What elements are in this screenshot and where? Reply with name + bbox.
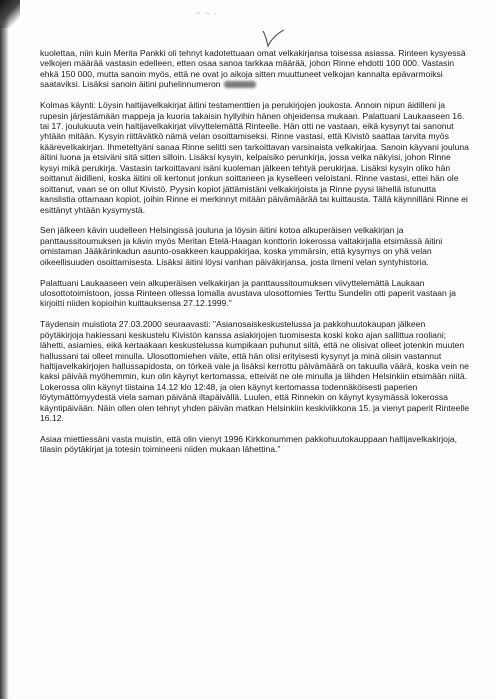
paragraph-5: Täydensin muistiota 27.03.2000 seuraavasti: "Asianosaiskeskustelussa ja pakkohuutokaupan jälkeen pöytäkirjoja hakiessani keskustelu Kivistön kanssa asiakirjojen tuomisesta koski koko ajan sallittua rooliani; lähetti, asiamies, eikä kertaakaan keskustelussa kumpikaan puhunut siitä, että ne olisivat olleet jotenkin muuten hallussani tai olleet minulla. Ulosottomiehen väite, että hän olisi erityisesti kysynyt ja minä olisin vastannut haltijavelkakirjojen hallussapidosta, on törkeä vale ja lisäksi kerrottu päivämäärä on takuulla väärä, koska vein ne kaksi päivää myöhemmin, kun olin käynyt kertomassa, etteivät ne ole minulla ja lähden Helsinkiin etsimään niitä. Lokerossa olin käynyt tiistaina 14.12 klo 12:48, ja olen käynyt kertomassa todennäköisesti paperien löytymättömyydestä viela saman päivänä iltapäivällä. Luulen, että Rinnekin on käynyt kysymässä lokerossa käyntipäivään. Näin ollen olen tehnyt yhden päivän matkan Helsinkiin keskiviikkona 15. ja vienyt paperit Rinteelle 16.12. <box>40 319 469 424</box>
paragraph-1 <box>40 48 470 90</box>
paragraph-3: Sen jälkeen kävin uudelleen Helsingissä jouluna ja löysin äitini kotoa alkuperäisen velkakirjan ja panttaussitoumuksen ja kävin myös Meritan Etelä-Haagan konttorin lokerossa valtakirjalla etsimässä äitini omistaman Jääkärinkadun asunto-osakkeen kauppakirjaa, koska ymmärsin, että kysymys on yhä velan oikeellisuuden osoittamisesta. Lisäksi äitini löysi vanhan päiväkirjansa, josta ilmeni velan syntyhistoria. <box>40 225 443 267</box>
paragraph-4: Palattuani Laukaaseen vein alkuperäisen velkakirjan ja panttaussitoumuksen viivyttelemättä Laukaan ulosottotoimistoon, jossa Rinteen ollessa lomalla avustava ulosottomies Terttu Sundelin otti paperit vastaan ja kirjoitti niiden kopioihin kuittauksensa 27.12.1999." <box>40 277 456 309</box>
redacted-phone-number <box>224 81 256 88</box>
scan-corner-shadow <box>0 0 20 28</box>
paragraph-2: Kolmas käynti: Löysin haltijavelkakirjat äitini testamenttien ja perukirjojen joukosta. Annoin nipun äidilleni ja rupesin järjestämään mappeja ja kuoria takaisin hyllyihin hänen ohjeidensa mukaan. Palattuani Laukaaseen 16. tai 17. joulukuuta vein haltijavelkakirjat viivyttelemättä Rinteelle. Hän otti ne vastaan, eikä kysynyt tai sanonut yhtään mitään. Kysyin riittävätkö nämä velan osoittamiseksi. Rinne vastasi, että Kivistö saattaa tarvita myös kääreveIkakirjan. Ihmeteltyäni sanaa Rinne selitti sen tarkoittavan varsinaista velkakirjaa. Sanoin käyvani jouluna äitini luona ja etsiväni sitä sitten silloin. Lisäksi kysyin, kelpaisiko perunkirja, jossa velka näkyisi, johon Rinne kysyi mikä perukirja. Vastasin tarkoittavani isäni kuoleman jälkeen tehtyä perukirjaa. Lisäksi kysyin oliko hän soittanut äidilleni, koska äitini oli kertonut jonkun soittaneen ja kyselleen veloistani. Rinne vastasi, ettei hän ole soittanut, vaan se on ollut Kivistö. Pyysin kopiot jättämistäni velkakirjoista ja Rinne pyysi lähellä istunutta kanslistia ottamaan kopiot, joihin Rinne ei merkinnyt mitään päivämäärää tai kuittausta. Tällä käynnilläni Rinne ei esittänyt yhtään kysymystä. <box>40 100 469 215</box>
paragraph-6: Asiaa miettiessäni vasta muistin, että olin vienyt 1996 Kirkkonummen pakkohuutokauppaan haltijavelkakirjoja, tilasin pöytäkirjat ja totesin toimineeni niiden mukaan lähettina." <box>40 433 458 455</box>
faint-header-mark: ~ ~ - <box>196 9 218 18</box>
paragraph-1-text: kuolettaa, niin kuin Merita Pankki oli tehnyt kadotettuaan omat velkakirjansa toisessa asiassa. Rinteen kysyessä velkojen määrää vastasin edelleen, etten osaa sanoa tarkkaa määrää, johon Rinne ehdotti 100 000. Vastasin ehkä 150 000, mutta sanoin myös, että ne ovat jo aikoja sitten muuttuneet velkojan kannalta epävarmoiksi saataviksi. Lisäksi sanoin äitini puhelinnumeron <box>40 48 466 90</box>
scan-edge-shadow <box>0 0 9 699</box>
document-body <box>40 48 470 465</box>
handwritten-check-mark <box>260 28 288 48</box>
